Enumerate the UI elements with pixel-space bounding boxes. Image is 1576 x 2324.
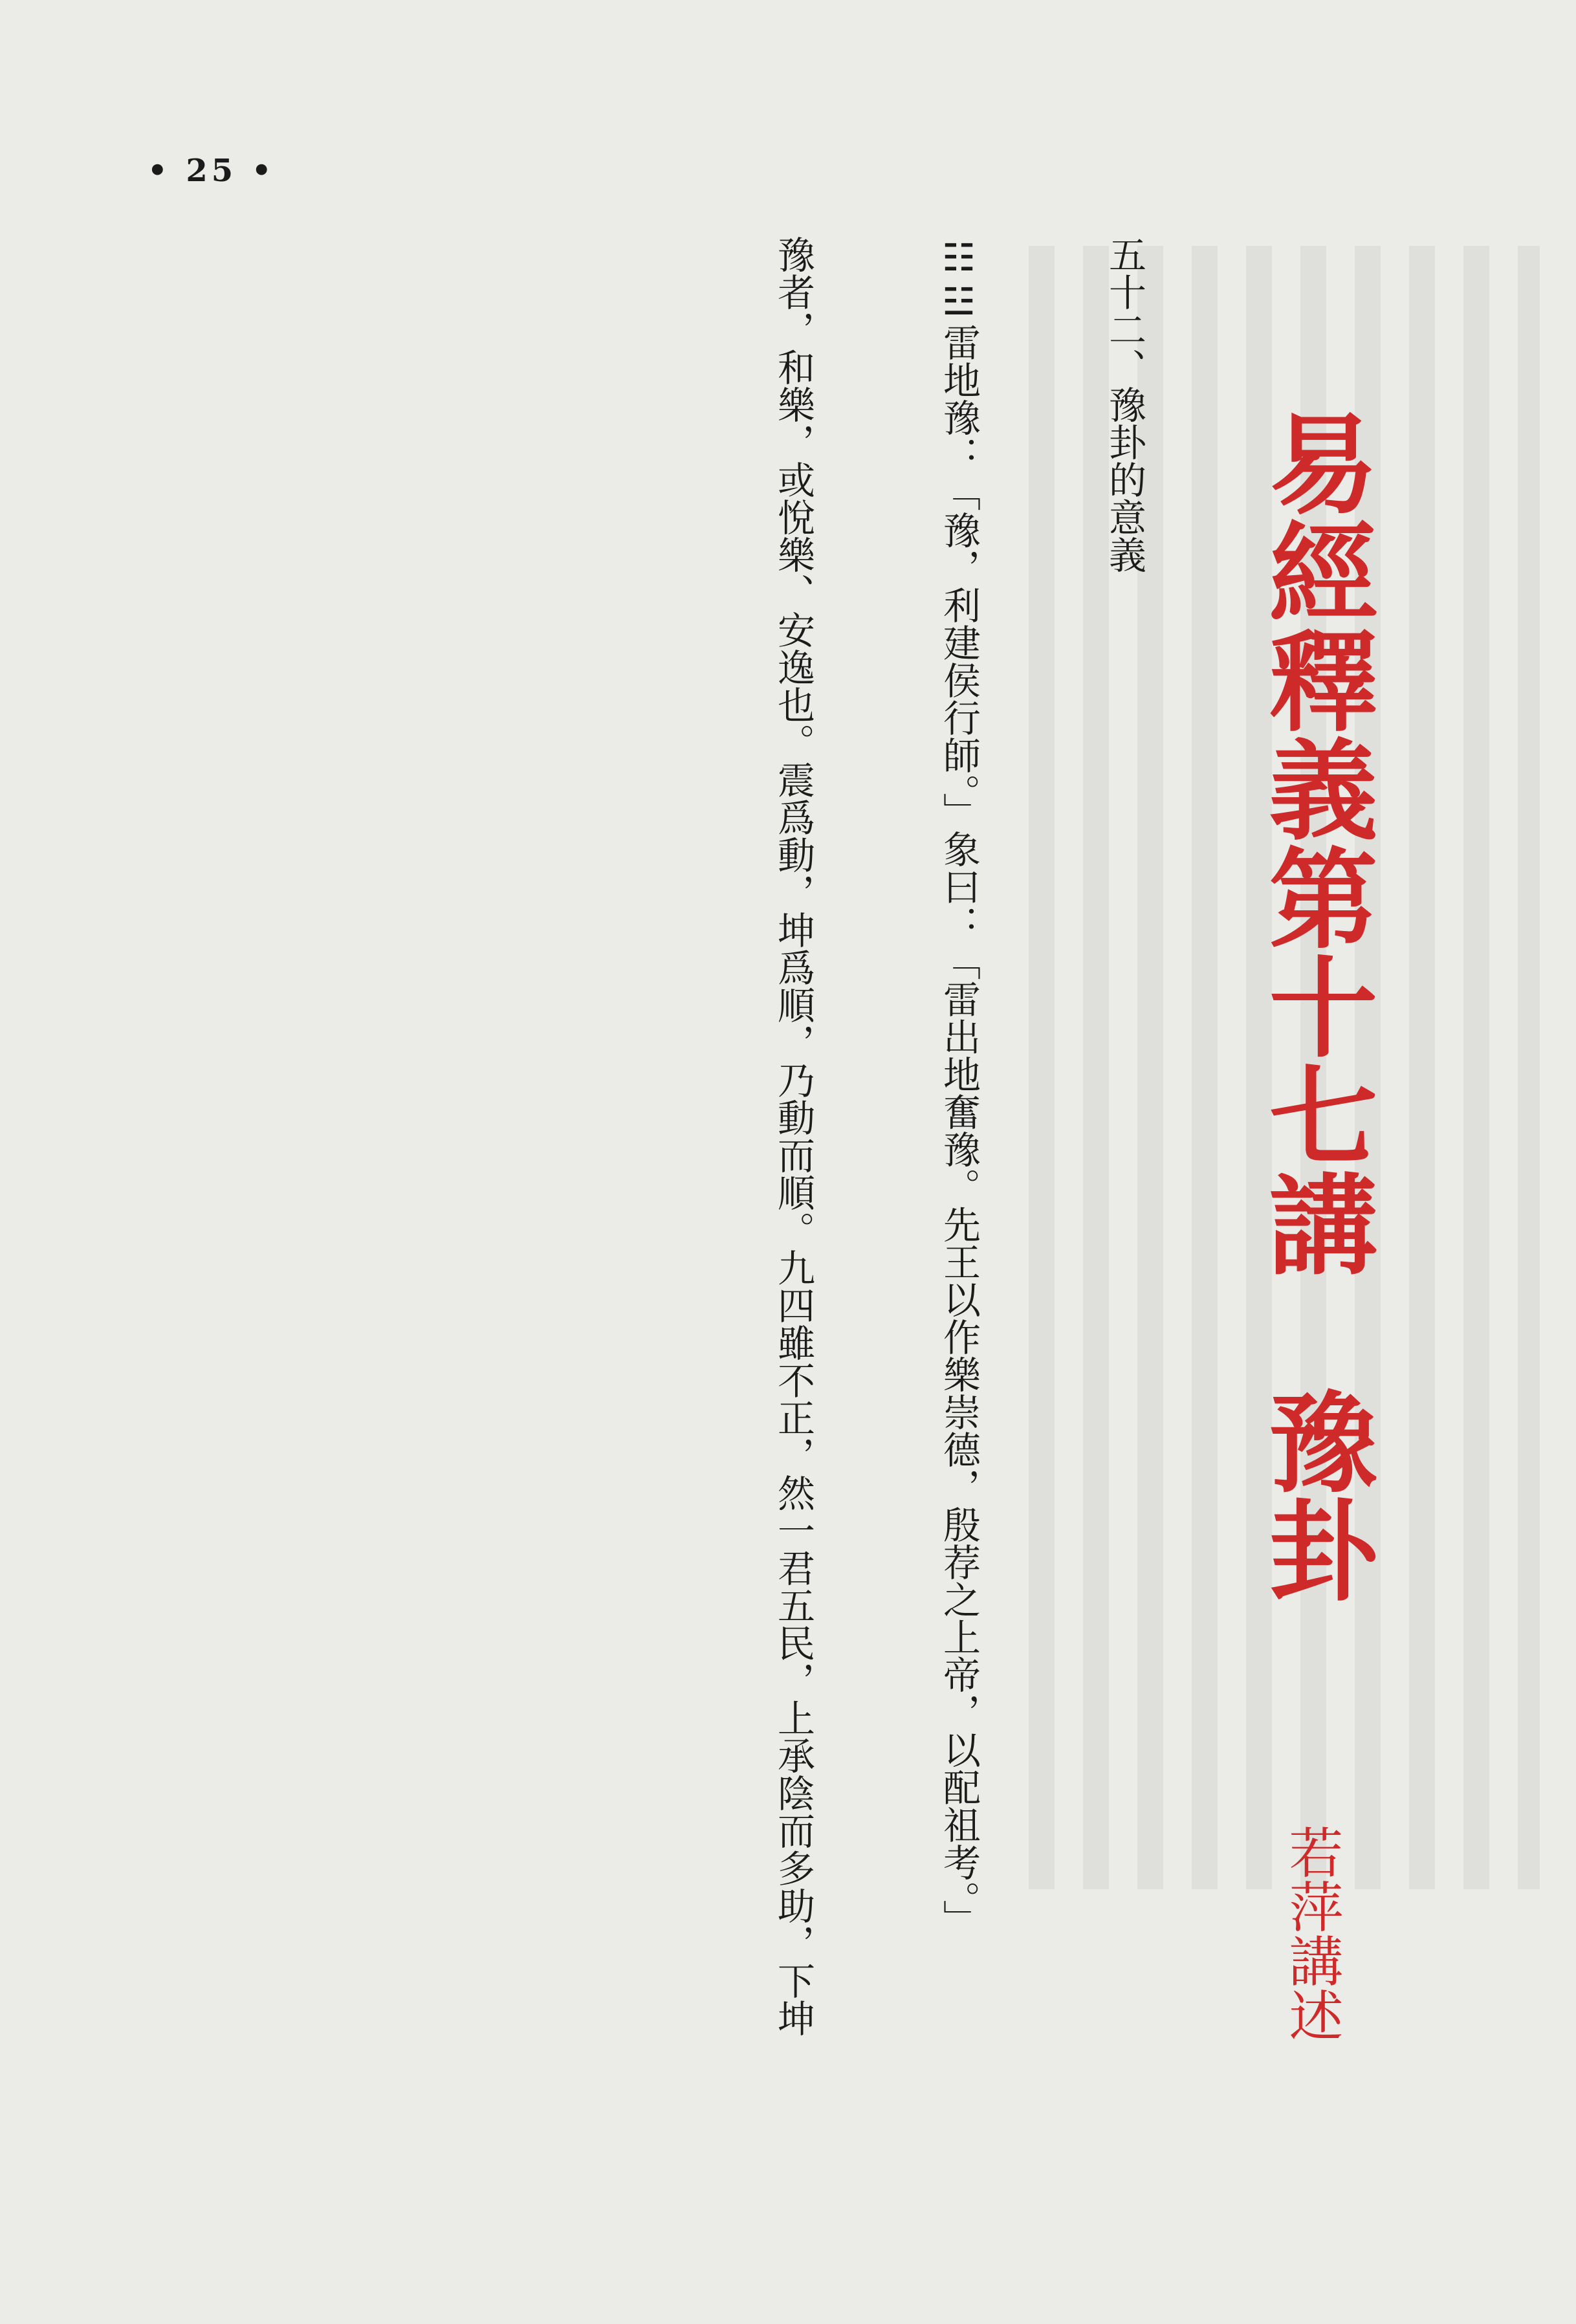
author-credit: 若萍講述 [1280,1825,1344,2042]
body-paragraph: 豫者，和樂，或悅樂、安逸也。震爲動，坤爲順，乃動而順。九四雖不正，然一君五民，上承陰而多助，下坤 [771,236,815,2037]
body-text [767,236,1155,2037]
hexagram-quote: ☷☳雷地豫：「豫，利建侯行師。」象曰：「雷出地奮豫。先王以作樂崇德，殷荐之上帝，以配祖考。」 [937,236,981,1937]
chapter-title: 易經釋義第十七講 豫卦 [1251,408,1379,1603]
page-number: • 25 • [148,153,276,189]
section-heading: 五十二、豫卦的意義 [1102,236,1146,573]
